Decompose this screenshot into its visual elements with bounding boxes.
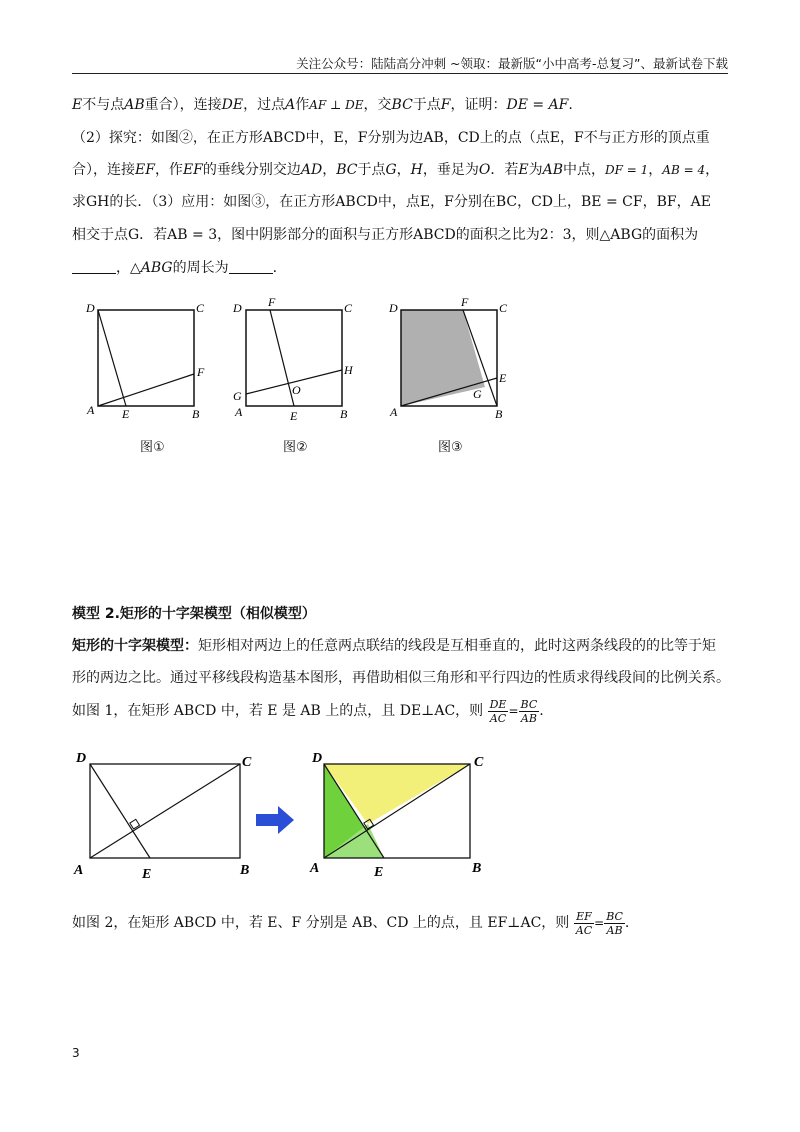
figure-1	[84, 296, 224, 426]
text: ，	[648, 162, 663, 178]
text: ．若	[490, 162, 519, 178]
problem-line-4: 求GH的长．（3）应用：如图③，在正方形ABCD中，点E，F分别在BC，CD上，BE = CF，BF，AE	[72, 194, 711, 210]
numerator: BC	[606, 909, 623, 923]
problem-line-3	[72, 160, 732, 180]
text: ，垂足为	[422, 162, 479, 178]
label-b: B	[495, 407, 503, 421]
numerator: BC	[520, 697, 538, 711]
label-b: B	[192, 407, 200, 421]
text: 作	[295, 97, 310, 113]
text: ，证明：	[450, 97, 507, 113]
text: 于点	[412, 97, 441, 113]
text: ，	[322, 162, 337, 178]
figure-3-caption: 图③	[438, 440, 463, 455]
label-e: E	[122, 407, 130, 421]
text: △ABG	[130, 260, 173, 276]
text: EF	[182, 162, 203, 178]
text: .	[272, 260, 278, 276]
label-h: H	[344, 363, 353, 377]
formula: AB = 4	[662, 163, 706, 177]
denominator: AC	[489, 711, 507, 725]
text: 中点，	[563, 162, 606, 178]
equals: =	[508, 704, 519, 718]
text: 不与点	[82, 97, 125, 113]
text: 的周长为	[172, 260, 229, 276]
label-g: G	[233, 389, 242, 403]
text: AD	[300, 162, 323, 178]
label-f: F	[268, 296, 276, 309]
segment-de	[90, 764, 150, 858]
diagonal-ac	[90, 764, 240, 858]
text: BC	[391, 97, 413, 113]
text: ，	[396, 162, 411, 178]
right-figure	[309, 751, 484, 880]
arrow-icon	[256, 806, 294, 834]
figure-2-caption: 图②	[283, 440, 308, 455]
label-e: E	[499, 371, 507, 385]
answer-blank-area	[72, 259, 116, 274]
text: .	[624, 915, 630, 931]
formula: AF ⊥ DE	[309, 98, 364, 112]
model-intro-line-2: 形的两边之比。通过平移线段构造基本图形，再借助相似三角形和平行四边的性质求得线段间的比例关系。	[72, 670, 730, 686]
case-2-line	[72, 908, 732, 938]
text: .	[539, 703, 544, 719]
problem-line-2: （2）探究：如图②，在正方形ABCD中，E，F分别为边AB，CD上的点（点E，F不与正方形的顶点重	[72, 130, 710, 146]
text: 如图 2，在矩形 ABCD 中，若 E、F 分别是 AB、CD 上的点，且 EF⊥AC，则	[72, 915, 570, 931]
segment-de	[98, 310, 126, 406]
text: H	[410, 162, 423, 178]
text: 的垂线分别交边	[202, 162, 301, 178]
fraction-bc-ab	[604, 910, 625, 937]
text: G	[385, 162, 397, 178]
label-a: A	[310, 861, 320, 876]
label-c: C	[499, 301, 508, 315]
label-a: A	[74, 863, 84, 878]
label-a: A	[87, 403, 95, 417]
label-a: A	[235, 405, 243, 419]
figure-1-caption: 图①	[140, 440, 165, 455]
header-rule	[72, 73, 728, 74]
model-intro-line-1	[72, 636, 732, 656]
label-b: B	[340, 407, 348, 421]
label-c: C	[344, 301, 353, 315]
label-d: D	[76, 751, 87, 766]
text: 为	[528, 162, 543, 178]
label-d: D	[312, 751, 323, 766]
label-f: F	[197, 365, 205, 379]
label-f: F	[461, 296, 469, 309]
denominator: AB	[520, 711, 537, 725]
label-e: E	[374, 865, 384, 880]
text: E	[518, 162, 529, 178]
text: 如图 1，在矩形 ABCD 中，若 E 是 AB 上的点，且 DE⊥AC，则	[72, 703, 484, 719]
text: BC	[336, 162, 358, 178]
fraction-ef-ac	[574, 910, 594, 937]
text: ，交	[363, 97, 392, 113]
fraction-de-ac	[488, 698, 509, 725]
rectangle-figures	[72, 748, 512, 888]
label-c: C	[196, 301, 205, 315]
text: AB	[124, 97, 145, 113]
label-o: O	[292, 383, 301, 397]
text: E	[72, 97, 83, 113]
text: 合），连接	[72, 162, 135, 178]
text: F	[440, 97, 451, 113]
segment-ef	[270, 310, 294, 406]
label-d: D	[389, 301, 398, 315]
problem-line-6	[72, 258, 732, 278]
formula: DF = 1	[605, 163, 649, 177]
label-b: B	[240, 863, 250, 878]
text: 于点	[357, 162, 386, 178]
page-header: 关注公众号：陆陆高分冲刺 ~领取：最新版“小中高考-总复习”、最新试卷下载	[296, 56, 728, 71]
text: O	[478, 162, 491, 178]
label-e: E	[290, 409, 298, 423]
label-d: D	[86, 301, 95, 315]
text: ，过点	[243, 97, 286, 113]
numerator: EF	[574, 910, 594, 924]
text: AB	[542, 162, 564, 178]
intro-text: 矩形相对两边上的任意两点联结的线段是互相垂直的，此时这两条线段的的比等于矩	[198, 638, 716, 654]
answer-blank-perimeter	[229, 259, 273, 274]
segment-af	[98, 374, 194, 406]
formula: DE = AF	[506, 97, 569, 113]
figure-2	[230, 296, 370, 426]
fraction-bc-ab	[519, 698, 540, 725]
text: 重合），连接	[144, 97, 222, 113]
numerator: DE	[489, 697, 507, 711]
label-b: B	[472, 861, 482, 876]
label-g: G	[473, 387, 482, 401]
text: EF	[135, 162, 155, 178]
denominator: AC	[575, 923, 593, 937]
problem-line-5: 相交于点G．若AB = 3，图中阴影部分的面积与正方形ABCD的面积之比为2：3，则△ABG的面积为	[72, 227, 699, 243]
label-c: C	[242, 755, 252, 770]
left-figure	[73, 751, 252, 882]
text: ，	[116, 260, 130, 276]
label-e: E	[142, 867, 152, 882]
problem-line-1	[72, 95, 732, 115]
text: DE	[221, 97, 244, 113]
section-title: 模型 2.矩形的十字架模型（相似模型）	[72, 606, 316, 622]
label-d: D	[233, 301, 242, 315]
text: .	[568, 97, 573, 113]
text: ，作	[154, 162, 183, 178]
text: A	[285, 97, 296, 113]
label-a: A	[390, 405, 398, 419]
label-c: C	[474, 755, 484, 770]
intro-label: 矩形的十字架模型：	[72, 638, 198, 654]
figure-3	[385, 296, 525, 426]
page-number: 3	[72, 1046, 80, 1060]
case-1-line	[72, 696, 732, 726]
denominator: AB	[606, 923, 623, 937]
text: ，	[705, 162, 720, 178]
equals: =	[594, 916, 605, 930]
